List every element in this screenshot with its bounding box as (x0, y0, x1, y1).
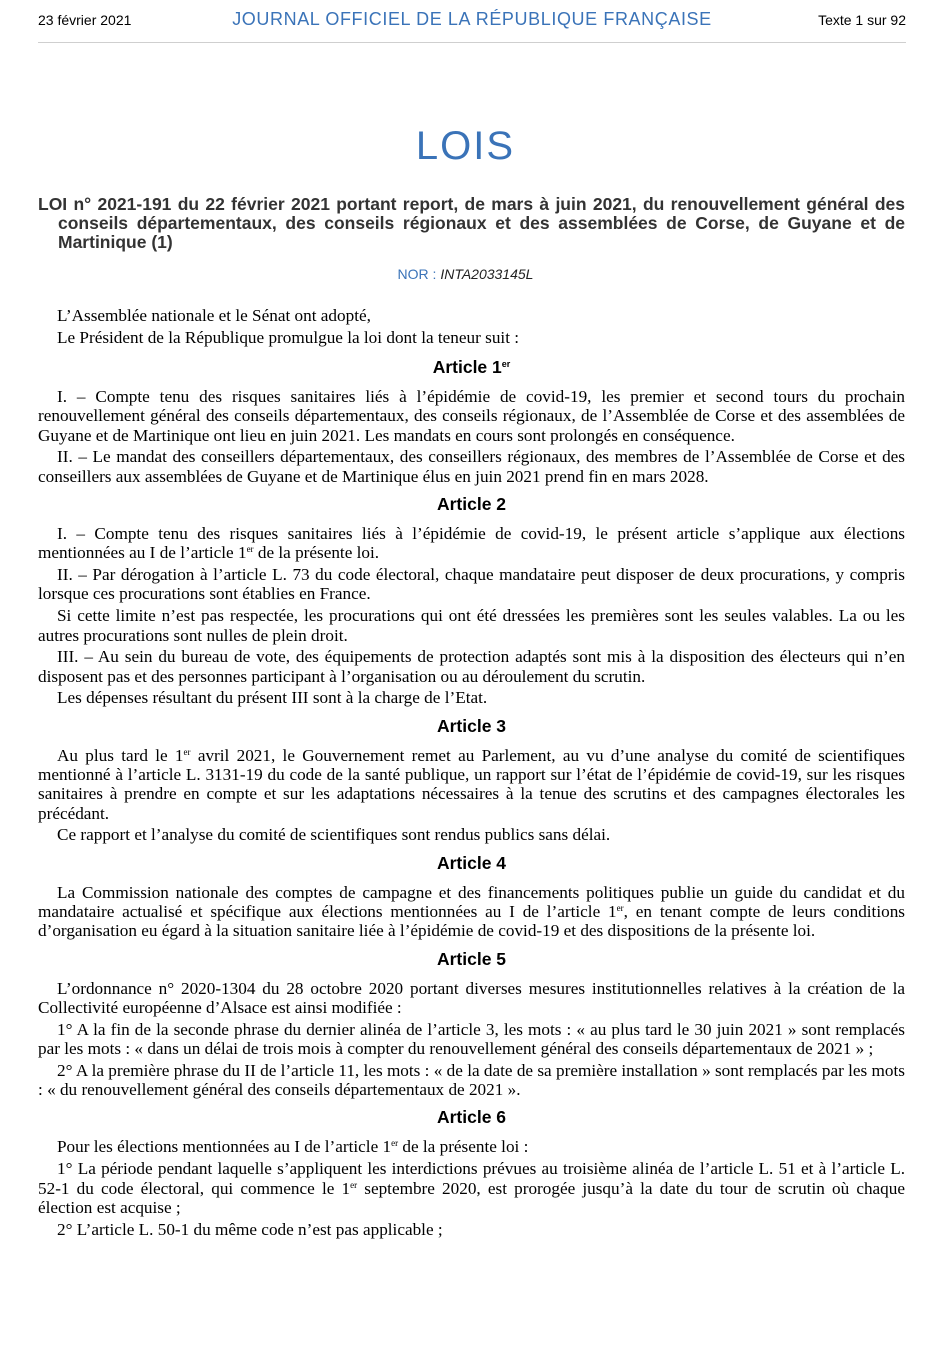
article-heading: Article 3 (436, 715, 507, 736)
nor-reference (0, 266, 931, 282)
ordinal-sup: er (350, 1179, 358, 1190)
nor-code: INTA2033145L (440, 266, 534, 282)
law-title-block (38, 195, 905, 252)
article-paragraph (38, 1159, 905, 1217)
publication-date: 23 février 2021 (38, 12, 132, 28)
article-heading: Article 6 (436, 1107, 507, 1128)
journal-title: JOURNAL OFFICIEL DE LA RÉPUBLIQUE FRANÇAISE (232, 9, 712, 29)
article-paragraph: III. – Au sein du bureau de vote, des équipements de protection adaptés sont mis à la disposition des électeurs qui n’en disposent pas et des personnes participant à l’organisation ou au déroulement du scrutin. (38, 647, 905, 686)
header-divider (38, 42, 906, 43)
article-paragraph: II. – Le mandat des conseillers départementaux, des conseillers régionaux, des membres de l’Assemblée de Corse et des conseillers aux assemblées de Guyane et de Martinique élus en juin 2021 prend fin en mars 2028. (38, 447, 905, 486)
article-paragraph (38, 1137, 905, 1156)
article-heading: Article 5 (436, 948, 507, 969)
text-run: Au plus tard le 1 (57, 745, 184, 765)
ordinal-sup: er (501, 359, 511, 370)
article-paragraph: II. – Par dérogation à l’article L. 73 du code électoral, chaque mandataire peut disposer de deux procurations, y compris lorsque ces procurations sont établies en France. (38, 565, 905, 604)
article-heading-text: Article 1 (432, 357, 502, 378)
nor-label: NOR : (397, 266, 441, 282)
ordinal-sup: er (616, 903, 624, 914)
page-header (38, 8, 906, 34)
article-paragraph (38, 746, 905, 823)
intro-paragraph: Le Président de la République promulgue la loi dont la teneur suit : (57, 327, 520, 347)
intro-paragraph: L’Assemblée nationale et le Sénat ont adopté, (57, 306, 371, 325)
law-title: LOI n° 2021-191 du 22 février 2021 portant report, de mars à juin 2021, du renouvellement général des conseils départementaux, des conseils régionaux et des assemblées de Corse, de Guyane et de Martinique (1) (38, 194, 905, 252)
article-paragraph: 2° L’article L. 50-1 du même code n’est pas applicable ; (57, 1219, 443, 1239)
section-title: LOIS (415, 124, 516, 168)
article-heading: Article 2 (436, 494, 507, 515)
text-run: Pour les élections mentionnées au I de l’article 1 (57, 1137, 392, 1157)
article-paragraph: I. – Compte tenu des risques sanitaires liés à l’épidémie de covid-19, les premier et second tours du prochain renouvellement général des conseils départementaux, des conseils régionaux, de l’Assemblée de Corse et des assemblées de Guyane et de Martinique ont lieu en juin 2021. Les mandats en cours sont prolongés en conséquence. (38, 387, 905, 445)
text-run: avril 2021, le Gouvernement remet au Parlement, au vu d’une analyse du comité de scientifiques mentionné à l’article L. 3131-19 du code de la santé publique, un rapport sur l’état de l’épidémie de covid-19, sur les risques sanitaires à prendre en compte et sur les adaptations nécessaires à la tenue des scrutins et des campagnes électorales les précédant. (38, 745, 905, 823)
ordinal-sup: er (246, 544, 254, 555)
text-run: I. – Compte tenu des risques sanitaires liés à l’épidémie de covid-19, le présent article s’applique aux élections mentionnées au I de l’article 1 (38, 524, 905, 563)
text-run: La Commission nationale des comptes de campagne et des financements politiques publie un guide du candidat et du mandataire actualisé et spécifique aux élections mentionnées au I de l’article 1 (38, 882, 905, 922)
article-paragraph (38, 524, 905, 563)
article-paragraph: L’ordonnance n° 2020-1304 du 28 octobre 2020 portant diverses mesures institutionnelles relatives à la création de la Collectivité européenne d’Alsace est ainsi modifiée : (38, 978, 905, 1017)
text-run: de la présente loi : (398, 1137, 529, 1157)
article-paragraph: Les dépenses résultant du présent III sont à la charge de l’Etat. (57, 688, 488, 708)
text-counter: Texte 1 sur 92 (818, 12, 906, 28)
text-run: septembre 2020, est prorogée jusqu’à la date du tour de scrutin où chaque élection est acquise ; (38, 1178, 905, 1217)
ordinal-sup: er (391, 1138, 399, 1149)
article-paragraph: 2° A la première phrase du II de l’article 11, les mots : « de la date de sa première installation » sont remplacés par les mots : « du renouvellement général des conseils départementaux de 2021 ». (38, 1060, 905, 1100)
article-paragraph: Si cette limite n’est pas respectée, les procurations qui ont été dressées les premières sont les seules valables. La ou les autres procurations sont nulles de plein droit. (38, 606, 905, 645)
article-heading: Article 4 (436, 852, 507, 873)
article-paragraph (38, 883, 905, 941)
article-paragraph: Ce rapport et l’analyse du comité de scientifiques sont rendus publics sans délai. (57, 825, 611, 845)
text-run: de la présente loi. (253, 543, 380, 563)
ordinal-sup: er (183, 746, 191, 757)
article-paragraph: 1° A la fin de la seconde phrase du dernier alinéa de l’article 3, les mots : « au plus tard le 30 juin 2021 » sont remplacés par les mots : « dans un délai de trois mois à compter du renouvellement général des conseils départementaux de 2021 » ; (38, 1019, 905, 1059)
article-heading (38, 357, 905, 377)
text-run: 1° La période pendant laquelle s’appliquent les interdictions prévues au troisième alinéa de l’article L. 51 et à l’article L. 52-1 du code électoral, qui commence le 1 (38, 1159, 905, 1198)
law-body (38, 306, 905, 1241)
text-run: , en tenant compte de leurs conditions d’organisation eu égard à la situation sanitaire liée à l’épidémie de covid-19 et des dispositions de la présente loi. (38, 902, 905, 941)
